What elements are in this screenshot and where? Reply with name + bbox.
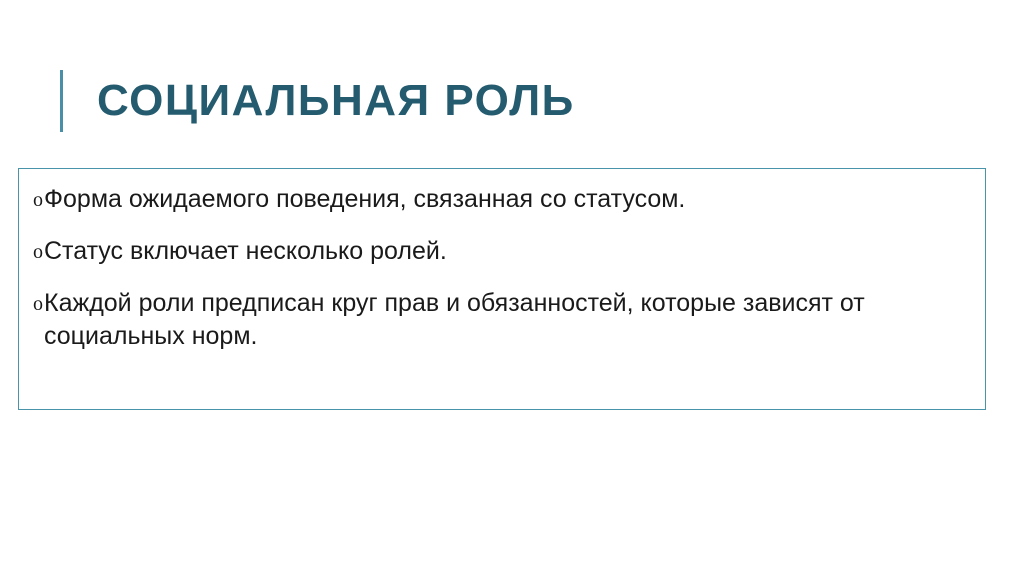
circle-bullet-icon: o: [33, 189, 43, 211]
list-item: [33, 235, 971, 269]
list-item: [33, 183, 971, 217]
list-item-text: Форма ожидаемого поведения, связанная со статусом.: [44, 185, 686, 213]
circle-bullet-icon: o: [33, 293, 43, 315]
title-accent-bar: [60, 70, 63, 132]
content-box: [18, 168, 986, 410]
slide-title-area: [60, 68, 575, 134]
circle-bullet-icon: o: [33, 241, 43, 263]
list-item-text: Статус включает несколько ролей.: [44, 237, 447, 265]
page-title: СОЦИАЛЬНАЯ РОЛЬ: [97, 76, 575, 125]
list-item-text: Каждой роли предписан круг прав и обязанностей, которые зависят от социальных норм.: [44, 289, 865, 350]
bullet-list: [33, 183, 971, 353]
list-item: [33, 287, 971, 353]
